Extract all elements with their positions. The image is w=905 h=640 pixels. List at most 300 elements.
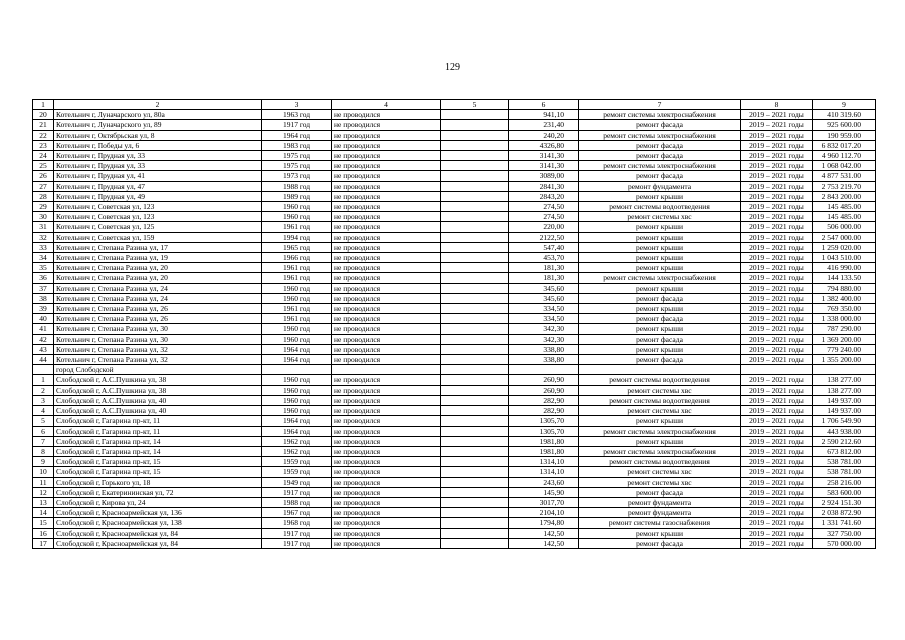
table-cell-col-1: 32 bbox=[33, 232, 54, 242]
table-cell-col-5 bbox=[441, 477, 509, 487]
table-cell-col-5 bbox=[441, 528, 509, 538]
table-cell-col-4: не проводился bbox=[332, 161, 441, 171]
table-cell-col-6: 453,70 bbox=[509, 253, 579, 263]
table-cell-col-2: Котельнич г, Советская ул, 125 bbox=[54, 222, 262, 232]
table-cell-col-1: 7 bbox=[33, 436, 54, 446]
table-cell-col-2: Котельнич г, Степана Разина ул, 32 bbox=[54, 355, 262, 365]
table-cell-col-7: ремонт системы электроснабжения bbox=[579, 273, 741, 283]
table-cell-col-9 bbox=[813, 365, 876, 375]
table-cell-col-8: 2019 – 2021 годы bbox=[741, 130, 813, 140]
table-cell-col-3: 1983 год bbox=[262, 140, 332, 150]
table-cell-col-8: 2019 – 2021 годы bbox=[741, 406, 813, 416]
table-cell-col-8: 2019 – 2021 годы bbox=[741, 181, 813, 191]
table-cell-col-5 bbox=[441, 467, 509, 477]
table-row bbox=[33, 375, 876, 385]
table-cell-col-2: Слободской г, Красноармейская ул, 84 bbox=[54, 528, 262, 538]
table-cell-col-2: Котельнич г, Октябрьская ул, 8 bbox=[54, 130, 262, 140]
table-cell-col-9: 1 355 200.00 bbox=[813, 355, 876, 365]
table-cell-col-2: Слободской г, Екатерининская ул, 72 bbox=[54, 487, 262, 497]
table-cell-col-3: 1961 год bbox=[262, 263, 332, 273]
table-cell-col-6: 345,60 bbox=[509, 283, 579, 293]
table-cell-col-5 bbox=[441, 375, 509, 385]
table-cell-col-2: Котельнич г, Степана Разина ул, 20 bbox=[54, 273, 262, 283]
table-cell-col-5 bbox=[441, 171, 509, 181]
table-row bbox=[33, 283, 876, 293]
table-cell-col-5 bbox=[441, 232, 509, 242]
table-row bbox=[33, 477, 876, 487]
table-cell-col-6: 231,40 bbox=[509, 120, 579, 130]
table-cell-col-8: 2019 – 2021 годы bbox=[741, 518, 813, 528]
table-cell-col-2: город Слободской bbox=[54, 365, 262, 375]
table-cell-col-9: 1 706 549.90 bbox=[813, 416, 876, 426]
table-cell-col-6: 1314,10 bbox=[509, 467, 579, 477]
table-cell-col-5 bbox=[441, 263, 509, 273]
column-number-6: 6 bbox=[509, 100, 579, 110]
table-cell-col-3: 1994 год bbox=[262, 232, 332, 242]
table-cell-col-2: Котельнич г, Степана Разина ул, 30 bbox=[54, 334, 262, 344]
table-cell-col-1: 24 bbox=[33, 151, 54, 161]
table-cell-col-8: 2019 – 2021 годы bbox=[741, 477, 813, 487]
table-cell-col-3: 1960 год bbox=[262, 202, 332, 212]
table-cell-col-6: 274,50 bbox=[509, 202, 579, 212]
table-cell-col-2: Слободской г, Горького ул, 18 bbox=[54, 477, 262, 487]
table-cell-col-6: 3017,70 bbox=[509, 497, 579, 507]
table-cell-col-9: 149 937.00 bbox=[813, 395, 876, 405]
table-cell-col-1: 13 bbox=[33, 497, 54, 507]
table-cell-col-2: Слободской г, Гагарина пр-кт, 14 bbox=[54, 446, 262, 456]
table-cell-col-5 bbox=[441, 406, 509, 416]
table-cell-col-8: 2019 – 2021 годы bbox=[741, 395, 813, 405]
table-cell-col-9: 1 382 400.00 bbox=[813, 293, 876, 303]
table-cell-col-6: 2122,50 bbox=[509, 232, 579, 242]
table-cell-col-1: 35 bbox=[33, 263, 54, 273]
table-cell-col-9: 145 485.00 bbox=[813, 202, 876, 212]
table-cell-col-3: 1960 год bbox=[262, 385, 332, 395]
table-cell-col-6: 2104,10 bbox=[509, 508, 579, 518]
table-cell-col-7: ремонт крыши bbox=[579, 324, 741, 334]
table-cell-col-5 bbox=[441, 222, 509, 232]
table-cell-col-5 bbox=[441, 446, 509, 456]
table-cell-col-2: Котельнич г, Степана Разина ул, 24 bbox=[54, 283, 262, 293]
table-cell-col-3: 1975 год bbox=[262, 151, 332, 161]
table-cell-col-4: не проводился bbox=[332, 171, 441, 181]
table-row bbox=[33, 324, 876, 334]
table-cell-col-8: 2019 – 2021 годы bbox=[741, 110, 813, 120]
table-cell-col-2: Котельнич г, Степана Разина ул, 26 bbox=[54, 314, 262, 324]
table-cell-col-4: не проводился bbox=[332, 457, 441, 467]
table-cell-col-1: 25 bbox=[33, 161, 54, 171]
table-cell-col-8: 2019 – 2021 годы bbox=[741, 120, 813, 130]
table-cell-col-3: 1964 год bbox=[262, 355, 332, 365]
table-cell-col-8: 2019 – 2021 годы bbox=[741, 324, 813, 334]
table-cell-col-7: ремонт системы электроснабжения bbox=[579, 426, 741, 436]
table-cell-col-3: 1960 год bbox=[262, 283, 332, 293]
table-cell-col-9: 443 938.00 bbox=[813, 426, 876, 436]
table-cell-col-7: ремонт крыши bbox=[579, 242, 741, 252]
table-cell-col-1: 17 bbox=[33, 538, 54, 548]
table-cell-col-3: 1988 год bbox=[262, 497, 332, 507]
section-heading-row bbox=[33, 365, 876, 375]
table-cell-col-2: Слободской г, А.С.Пушкина ул, 38 bbox=[54, 375, 262, 385]
table-cell-col-2: Котельнич г, Советская ул, 123 bbox=[54, 202, 262, 212]
table-cell-col-8: 2019 – 2021 годы bbox=[741, 467, 813, 477]
table-cell-col-3: 1917 год bbox=[262, 538, 332, 548]
table-cell-col-4: не проводился bbox=[332, 426, 441, 436]
table-cell-col-6: 334,50 bbox=[509, 314, 579, 324]
table-cell-col-1: 2 bbox=[33, 385, 54, 395]
table-cell-col-9: 538 781.00 bbox=[813, 457, 876, 467]
table-cell-col-6: 941,10 bbox=[509, 110, 579, 120]
table-cell-col-8: 2019 – 2021 годы bbox=[741, 263, 813, 273]
column-number-1: 1 bbox=[33, 100, 54, 110]
table-cell-col-5 bbox=[441, 283, 509, 293]
table-cell-col-6: 282,90 bbox=[509, 406, 579, 416]
table-cell-col-4: не проводился bbox=[332, 140, 441, 150]
table-cell-col-3: 1959 год bbox=[262, 467, 332, 477]
table-cell-col-6: 547,40 bbox=[509, 242, 579, 252]
table-cell-col-3: 1960 год bbox=[262, 395, 332, 405]
table-row bbox=[33, 161, 876, 171]
table-cell-col-8: 2019 – 2021 годы bbox=[741, 161, 813, 171]
table-cell-col-5 bbox=[441, 140, 509, 150]
table-cell-col-9: 416 990.00 bbox=[813, 263, 876, 273]
table-cell-col-7: ремонт фасада bbox=[579, 355, 741, 365]
table-cell-col-3: 1973 год bbox=[262, 171, 332, 181]
table-cell-col-5 bbox=[441, 426, 509, 436]
table-cell-col-1: 3 bbox=[33, 395, 54, 405]
table-cell-col-1: 16 bbox=[33, 528, 54, 538]
table-row bbox=[33, 212, 876, 222]
table-cell-col-3: 1961 год bbox=[262, 273, 332, 283]
table-cell-col-6: 345,60 bbox=[509, 293, 579, 303]
table-cell-col-4: не проводился bbox=[332, 508, 441, 518]
table-cell-col-7: ремонт системы водоотведения bbox=[579, 202, 741, 212]
table-cell-col-1: 28 bbox=[33, 191, 54, 201]
table-cell-col-9: 538 781.00 bbox=[813, 467, 876, 477]
table-cell-col-8: 2019 – 2021 годы bbox=[741, 497, 813, 507]
table-cell-col-1: 34 bbox=[33, 253, 54, 263]
table-cell-col-9: 1 259 020.00 bbox=[813, 242, 876, 252]
table-cell-col-9: 2 547 000.00 bbox=[813, 232, 876, 242]
table-cell-col-6: 243,60 bbox=[509, 477, 579, 487]
table-cell-col-3: 1917 год bbox=[262, 487, 332, 497]
table-cell-col-8: 2019 – 2021 годы bbox=[741, 293, 813, 303]
table-cell-col-7: ремонт фасада bbox=[579, 171, 741, 181]
table-cell-col-7: ремонт системы электроснабжения bbox=[579, 161, 741, 171]
table-cell-col-7: ремонт крыши bbox=[579, 191, 741, 201]
table-cell-col-9: 327 750.00 bbox=[813, 528, 876, 538]
table-cell-col-4: не проводился bbox=[332, 202, 441, 212]
table-cell-col-9: 794 880.00 bbox=[813, 283, 876, 293]
table-cell-col-7: ремонт системы водоотведения bbox=[579, 395, 741, 405]
table-cell-col-9: 4 960 112.70 bbox=[813, 151, 876, 161]
column-number-9: 9 bbox=[813, 100, 876, 110]
table-cell-col-9: 4 877 531.00 bbox=[813, 171, 876, 181]
table-cell-col-1: 9 bbox=[33, 457, 54, 467]
table-cell-col-8 bbox=[741, 365, 813, 375]
table-cell-col-4: не проводился bbox=[332, 477, 441, 487]
table-cell-col-6: 142,50 bbox=[509, 538, 579, 548]
table-cell-col-7: ремонт системы газоснабжения bbox=[579, 518, 741, 528]
table-cell-col-1 bbox=[33, 365, 54, 375]
table-cell-col-9: 138 277.00 bbox=[813, 385, 876, 395]
table-cell-col-4: не проводился bbox=[332, 110, 441, 120]
table-cell-col-7: ремонт системы электроснабжения bbox=[579, 446, 741, 456]
table-row bbox=[33, 528, 876, 538]
table-cell-col-2: Котельнич г, Степана Разина ул, 19 bbox=[54, 253, 262, 263]
table-cell-col-3: 1967 год bbox=[262, 508, 332, 518]
table-cell-col-5 bbox=[441, 130, 509, 140]
table-cell-col-8: 2019 – 2021 годы bbox=[741, 140, 813, 150]
table-cell-col-7: ремонт фасада bbox=[579, 293, 741, 303]
table-cell-col-1: 26 bbox=[33, 171, 54, 181]
table-cell-col-2: Котельнич г, Прудная ул, 47 bbox=[54, 181, 262, 191]
table-row bbox=[33, 202, 876, 212]
table-cell-col-3: 1960 год bbox=[262, 324, 332, 334]
table-cell-col-7: ремонт системы хвс bbox=[579, 212, 741, 222]
table-cell-col-6: 181,30 bbox=[509, 273, 579, 283]
table-cell-col-6: 1314,10 bbox=[509, 457, 579, 467]
table-cell-col-7: ремонт фасада bbox=[579, 151, 741, 161]
table-cell-col-2: Котельнич г, Луначарского ул, 89 bbox=[54, 120, 262, 130]
table-cell-col-4: не проводился bbox=[332, 130, 441, 140]
column-number-2: 2 bbox=[54, 100, 262, 110]
table-cell-col-9: 190 959.00 bbox=[813, 130, 876, 140]
table-cell-col-7: ремонт крыши bbox=[579, 344, 741, 354]
table-cell-col-2: Слободской г, Кирова ул, 24 bbox=[54, 497, 262, 507]
table-cell-col-8: 2019 – 2021 годы bbox=[741, 191, 813, 201]
table-cell-col-9: 149 937.00 bbox=[813, 406, 876, 416]
table-cell-col-3: 1988 год bbox=[262, 181, 332, 191]
table-cell-col-8: 2019 – 2021 годы bbox=[741, 314, 813, 324]
table-cell-col-9: 410 319.60 bbox=[813, 110, 876, 120]
table-cell-col-7: ремонт системы электроснабжения bbox=[579, 130, 741, 140]
table-cell-col-2: Слободской г, Гагарина пр-кт, 11 bbox=[54, 426, 262, 436]
table-cell-col-1: 14 bbox=[33, 508, 54, 518]
table-cell-col-4: не проводился bbox=[332, 273, 441, 283]
table-cell-col-1: 10 bbox=[33, 467, 54, 477]
table-cell-col-3: 1964 год bbox=[262, 416, 332, 426]
table-row bbox=[33, 334, 876, 344]
table-cell-col-8: 2019 – 2021 годы bbox=[741, 304, 813, 314]
table-cell-col-9: 673 812.00 bbox=[813, 446, 876, 456]
table-row bbox=[33, 151, 876, 161]
table-cell-col-2: Слободской г, А.С.Пушкина ул, 38 bbox=[54, 385, 262, 395]
table-cell-col-1: 33 bbox=[33, 242, 54, 252]
table-cell-col-6: 220,00 bbox=[509, 222, 579, 232]
column-number-5: 5 bbox=[441, 100, 509, 110]
table-cell-col-6: 274,50 bbox=[509, 212, 579, 222]
table-cell-col-8: 2019 – 2021 годы bbox=[741, 416, 813, 426]
table-cell-col-9: 787 290.00 bbox=[813, 324, 876, 334]
table-cell-col-9: 1 331 741.60 bbox=[813, 518, 876, 528]
table-cell-col-4: не проводился bbox=[332, 253, 441, 263]
table-cell-col-3: 1964 год bbox=[262, 344, 332, 354]
table-row bbox=[33, 222, 876, 232]
table-cell-col-4: не проводился bbox=[332, 181, 441, 191]
table-row bbox=[33, 457, 876, 467]
table-cell-col-2: Котельнич г, Советская ул, 123 bbox=[54, 212, 262, 222]
table-cell-col-6: 1981,80 bbox=[509, 436, 579, 446]
table-cell-col-6: 342,30 bbox=[509, 324, 579, 334]
table-row bbox=[33, 406, 876, 416]
table-cell-col-2: Котельнич г, Прудная ул, 33 bbox=[54, 151, 262, 161]
table-cell-col-4: не проводился bbox=[332, 538, 441, 548]
column-number-4: 4 bbox=[332, 100, 441, 110]
table-cell-col-6: 1794,80 bbox=[509, 518, 579, 528]
table-cell-col-5 bbox=[441, 161, 509, 171]
table-row bbox=[33, 120, 876, 130]
table-cell-col-3: 1961 год bbox=[262, 222, 332, 232]
table-cell-col-4: не проводился bbox=[332, 151, 441, 161]
table-cell-col-5 bbox=[441, 487, 509, 497]
table-cell-col-7: ремонт фундамента bbox=[579, 508, 741, 518]
table-cell-col-7 bbox=[579, 365, 741, 375]
table-cell-col-4: не проводился bbox=[332, 344, 441, 354]
table-cell-col-8: 2019 – 2021 годы bbox=[741, 273, 813, 283]
table-cell-col-6: 282,90 bbox=[509, 395, 579, 405]
table-cell-col-9: 2 038 872.90 bbox=[813, 508, 876, 518]
table-row bbox=[33, 497, 876, 507]
table-cell-col-1: 4 bbox=[33, 406, 54, 416]
table-cell-col-3 bbox=[262, 365, 332, 375]
table-cell-col-1: 11 bbox=[33, 477, 54, 487]
table-cell-col-5 bbox=[441, 508, 509, 518]
table-cell-col-7: ремонт фундамента bbox=[579, 181, 741, 191]
table-cell-col-4: не проводился bbox=[332, 467, 441, 477]
table-cell-col-1: 37 bbox=[33, 283, 54, 293]
table-cell-col-7: ремонт фасада bbox=[579, 538, 741, 548]
table-cell-col-4: не проводился bbox=[332, 446, 441, 456]
table-cell-col-7: ремонт крыши bbox=[579, 436, 741, 446]
table-cell-col-3: 1960 год bbox=[262, 212, 332, 222]
table-cell-col-9: 1 043 510.00 bbox=[813, 253, 876, 263]
table-cell-col-2: Слободской г, А.С.Пушкина ул, 40 bbox=[54, 395, 262, 405]
table-cell-col-4: не проводился bbox=[332, 293, 441, 303]
table-row bbox=[33, 518, 876, 528]
table-row bbox=[33, 140, 876, 150]
table-cell-col-2: Слободской г, А.С.Пушкина ул, 40 bbox=[54, 406, 262, 416]
table-cell-col-5 bbox=[441, 273, 509, 283]
table-cell-col-4: не проводился bbox=[332, 518, 441, 528]
table-cell-col-2: Котельнич г, Прудная ул, 41 bbox=[54, 171, 262, 181]
table-cell-col-3: 1960 год bbox=[262, 293, 332, 303]
table-cell-col-9: 1 338 000.00 bbox=[813, 314, 876, 324]
table-cell-col-3: 1949 год bbox=[262, 477, 332, 487]
table-cell-col-4: не проводился bbox=[332, 497, 441, 507]
column-number-8: 8 bbox=[741, 100, 813, 110]
table-cell-col-6: 181,30 bbox=[509, 263, 579, 273]
table-cell-col-6: 338,80 bbox=[509, 344, 579, 354]
table-cell-col-4: не проводился bbox=[332, 242, 441, 252]
table-cell-col-9: 144 133.50 bbox=[813, 273, 876, 283]
table-cell-col-7: ремонт крыши bbox=[579, 232, 741, 242]
table-cell-col-8: 2019 – 2021 годы bbox=[741, 436, 813, 446]
table-cell-col-7: ремонт крыши bbox=[579, 528, 741, 538]
table-cell-col-6: 1305,70 bbox=[509, 426, 579, 436]
table-cell-col-3: 1989 год bbox=[262, 191, 332, 201]
table-cell-col-8: 2019 – 2021 годы bbox=[741, 151, 813, 161]
table-cell-col-5 bbox=[441, 324, 509, 334]
table-cell-col-2: Котельнич г, Луначарского ул, 80а bbox=[54, 110, 262, 120]
table-cell-col-1: 43 bbox=[33, 344, 54, 354]
table-cell-col-8: 2019 – 2021 годы bbox=[741, 538, 813, 548]
table-cell-col-3: 1966 год bbox=[262, 253, 332, 263]
table-cell-col-8: 2019 – 2021 годы bbox=[741, 385, 813, 395]
table-row bbox=[33, 344, 876, 354]
table-cell-col-7: ремонт крыши bbox=[579, 253, 741, 263]
table-cell-col-9: 1 369 200.00 bbox=[813, 334, 876, 344]
table-cell-col-2: Котельнич г, Прудная ул, 33 bbox=[54, 161, 262, 171]
table-cell-col-5 bbox=[441, 497, 509, 507]
table-cell-col-7: ремонт крыши bbox=[579, 222, 741, 232]
table-cell-col-3: 1961 год bbox=[262, 314, 332, 324]
table-cell-col-2: Слободской г, Гагарина пр-кт, 15 bbox=[54, 467, 262, 477]
table-cell-col-4: не проводился bbox=[332, 416, 441, 426]
table-cell-col-2: Слободской г, Красноармейская ул, 138 bbox=[54, 518, 262, 528]
table-cell-col-7: ремонт системы водоотведения bbox=[579, 375, 741, 385]
table-cell-col-6: 4326,80 bbox=[509, 140, 579, 150]
table-cell-col-5 bbox=[441, 416, 509, 426]
table-cell-col-7: ремонт фундамента bbox=[579, 497, 741, 507]
table-cell-col-5 bbox=[441, 436, 509, 446]
table-cell-col-5 bbox=[441, 253, 509, 263]
table-cell-col-9: 769 350.00 bbox=[813, 304, 876, 314]
table-cell-col-7: ремонт фасада bbox=[579, 140, 741, 150]
table-cell-col-6: 240,20 bbox=[509, 130, 579, 140]
table-row bbox=[33, 273, 876, 283]
table-row bbox=[33, 130, 876, 140]
table-cell-col-9: 2 590 212.60 bbox=[813, 436, 876, 446]
table-cell-col-4: не проводился bbox=[332, 406, 441, 416]
table-cell-col-1: 1 bbox=[33, 375, 54, 385]
table-cell-col-7: ремонт крыши bbox=[579, 416, 741, 426]
table-cell-col-2: Слободской г, Гагарина пр-кт, 11 bbox=[54, 416, 262, 426]
table-cell-col-2: Котельнич г, Прудная ул, 49 bbox=[54, 191, 262, 201]
table-cell-col-6: 334,50 bbox=[509, 304, 579, 314]
table-cell-col-2: Котельнич г, Степана Разина ул, 24 bbox=[54, 293, 262, 303]
table-cell-col-1: 15 bbox=[33, 518, 54, 528]
table-cell-col-6: 338,80 bbox=[509, 355, 579, 365]
table-cell-col-6: 260,90 bbox=[509, 375, 579, 385]
table-cell-col-2: Котельнич г, Степана Разина ул, 26 bbox=[54, 304, 262, 314]
table-cell-col-8: 2019 – 2021 годы bbox=[741, 242, 813, 252]
table-cell-col-8: 2019 – 2021 годы bbox=[741, 355, 813, 365]
table-cell-col-4: не проводился bbox=[332, 487, 441, 497]
table-cell-col-5 bbox=[441, 538, 509, 548]
table-row bbox=[33, 263, 876, 273]
table-row bbox=[33, 385, 876, 395]
table-cell-col-4: не проводился bbox=[332, 232, 441, 242]
table-cell-col-5 bbox=[441, 395, 509, 405]
table-cell-col-6: 260,90 bbox=[509, 385, 579, 395]
table-cell-col-8: 2019 – 2021 годы bbox=[741, 334, 813, 344]
table-row bbox=[33, 314, 876, 324]
table-cell-col-5 bbox=[441, 518, 509, 528]
table-cell-col-3: 1975 год bbox=[262, 161, 332, 171]
table-cell-col-1: 20 bbox=[33, 110, 54, 120]
table-row bbox=[33, 242, 876, 252]
table-cell-col-8: 2019 – 2021 годы bbox=[741, 457, 813, 467]
table-row bbox=[33, 467, 876, 477]
table-cell-col-8: 2019 – 2021 годы bbox=[741, 528, 813, 538]
table-cell-col-2: Котельнич г, Степана Разина ул, 30 bbox=[54, 324, 262, 334]
table-cell-col-5 bbox=[441, 212, 509, 222]
table-cell-col-2: Слободской г, Гагарина пр-кт, 14 bbox=[54, 436, 262, 446]
table-row bbox=[33, 416, 876, 426]
table-cell-col-2: Котельнич г, Победы ул, 6 bbox=[54, 140, 262, 150]
table-cell-col-3: 1962 год bbox=[262, 436, 332, 446]
